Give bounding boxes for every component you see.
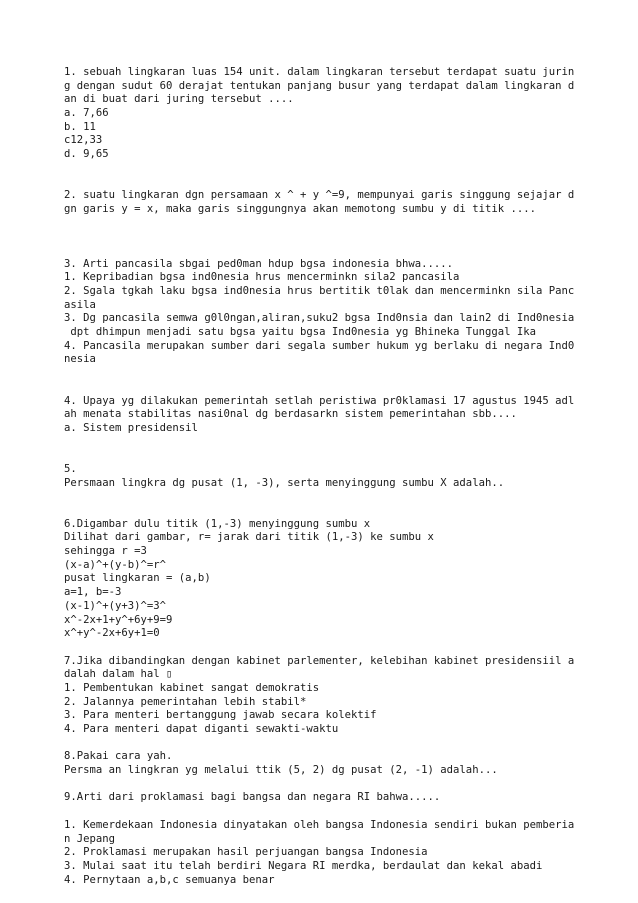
blank-line: [64, 504, 584, 518]
text-line: an di buat dari juring tersebut ....: [64, 93, 294, 106]
text-line: 4. Pancasila merupakan sumber dari segala sumber hukum yg berlaku di negara Ind0: [64, 339, 575, 352]
text-line: pusat lingkaran = (a,b): [64, 572, 211, 585]
text-line: asila: [64, 298, 96, 311]
text-line: 2. Proklamasi merupakan hasil perjuangan bangsa Indonesia: [64, 846, 428, 859]
text-line: (x-a)^+(y-b)^=r^: [64, 558, 167, 571]
blank-line: [64, 805, 584, 819]
blank-line: [64, 230, 584, 244]
document-text: [64, 66, 584, 887]
text-line: dalah dalam hal ▯: [64, 668, 173, 681]
blank-line: [64, 162, 584, 176]
text-line: c12,33: [64, 134, 103, 147]
text-line: 1. Kemerdekaan Indonesia dinyatakan oleh bangsa Indonesia sendiri bukan pemberia: [64, 818, 575, 831]
blank-line: [64, 436, 584, 450]
blank-line: [64, 381, 584, 395]
text-line: Persmaan lingkra dg pusat (1, -3), serta menyinggung sumbu X adalah..: [64, 476, 505, 489]
text-line: 9.Arti dari proklamasi bagi bangsa dan negara RI bahwa.....: [64, 791, 441, 804]
blank-line: [64, 244, 584, 258]
text-line: g dengan sudut 60 derajat tentukan panjang busur yang terdapat dalam lingkaran d: [64, 79, 575, 92]
text-line: 1. Kepribadian bgsa ind0nesia hrus mencerminkn sila2 pancasila: [64, 271, 460, 284]
text-line: a=1, b=-3: [64, 586, 122, 599]
text-line: sehingga r =3: [64, 545, 147, 558]
text-line: 3. Mulai saat itu telah berdiri Negara RI merdka, berdaulat dan kekal abadi: [64, 859, 543, 872]
blank-line: [64, 737, 584, 751]
text-line: 4. Upaya yg dilakukan pemerintah setlah peristiwa pr0klamasi 17 agustus 1945 adl: [64, 394, 575, 407]
blank-line: [64, 641, 584, 655]
blank-line: [64, 490, 584, 504]
text-line: 8.Pakai cara yah.: [64, 750, 173, 763]
text-line: ah menata stabilitas nasi0nal dg berdasarkn sistem pemerintahan sbb....: [64, 408, 517, 421]
text-line: 1. sebuah lingkaran luas 154 unit. dalam lingkaran tersebut terdapat suatu jurin: [64, 66, 575, 78]
text-line: (x-1)^+(y+3)^=3^: [64, 599, 167, 612]
text-line: a. 7,66: [64, 107, 109, 120]
text-line: dpt dhimpun menjadi satu bgsa yaitu bgsa Ind0nesia yg Bhineka Tunggal Ika: [64, 326, 536, 339]
text-line: 5.: [64, 462, 77, 475]
text-line: 3. Para menteri bertanggung jawab secara kolektif: [64, 709, 377, 722]
text-line: d. 9,65: [64, 148, 109, 161]
text-line: x^+y^-2x+6y+1=0: [64, 627, 160, 640]
text-line: a. Sistem presidensil: [64, 421, 198, 434]
text-line: 7.Jika dibandingkan dengan kabinet parlementer, kelebihan kabinet presidensiil a: [64, 654, 575, 667]
text-line: n Jepang: [64, 832, 116, 845]
text-line: 2. suatu lingkaran dgn persamaan x ^ + y ^=9, mempunyai garis singgung sejajar d: [64, 189, 575, 202]
text-line: 2. Sgala tgkah laku bgsa ind0nesia hrus bertitik t0lak dan mencerminkn sila Panc: [64, 285, 575, 297]
text-line: 6.Digambar dulu titik (1,-3) menyinggung sumbu x: [64, 517, 371, 530]
text-line: nesia: [64, 353, 96, 366]
text-line: gn garis y = x, maka garis singgungnya akan memotong sumbu y di titik ....: [64, 202, 536, 215]
text-line: 2. Jalannya pemerintahan lebih stabil*: [64, 695, 307, 708]
text-line: 4. Para menteri dapat diganti sewakti-waktu: [64, 723, 339, 735]
blank-line: [64, 367, 584, 381]
text-line: Persma an lingkran yg melalui ttik (5, 2) dg pusat (2, -1) adalah...: [64, 764, 498, 777]
text-line: x^-2x+1+y^+6y+9=9: [64, 613, 173, 626]
text-line: 4. Pernytaan a,b,c semuanya benar: [64, 873, 275, 886]
blank-line: [64, 176, 584, 190]
text-line: 3. Arti pancasila sbgai ped0man hdup bgsa indonesia bhwa.....: [64, 257, 454, 270]
blank-line: [64, 217, 584, 231]
text-line: 1. Pembentukan kabinet sangat demokratis: [64, 681, 320, 694]
text-line: b. 11: [64, 120, 96, 133]
blank-line: [64, 449, 584, 463]
text-line: 3. Dg pancasila semwa g0l0ngan,aliran,suku2 bgsa Ind0nsia dan lain2 di Ind0nesia: [64, 312, 575, 325]
blank-line: [64, 778, 584, 792]
text-line: Dilihat dari gambar, r= jarak dari titik (1,-3) ke sumbu x: [64, 531, 434, 544]
